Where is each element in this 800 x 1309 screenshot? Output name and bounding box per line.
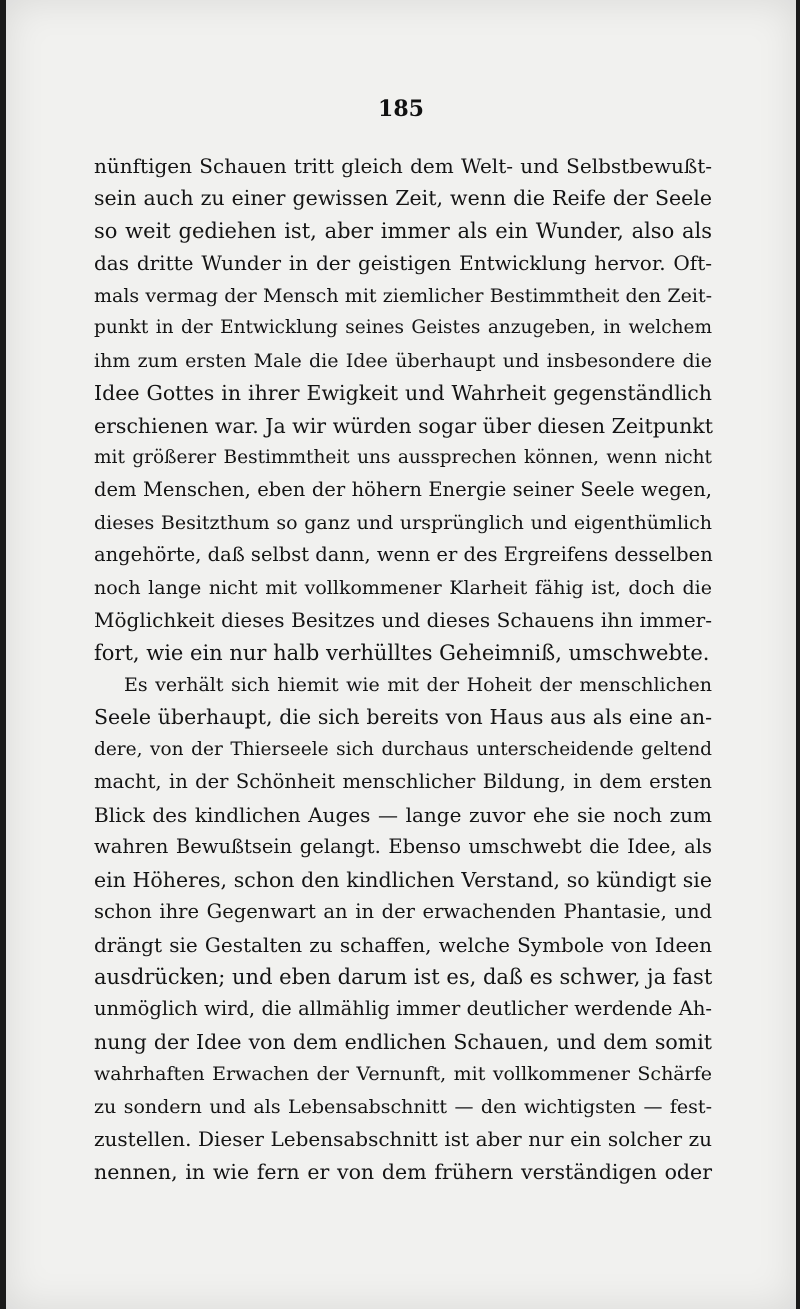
text-line: Seele überhaupt, die sich bereits von Haus aus als eine an-	[94, 705, 712, 730]
page-number: 185	[378, 96, 424, 122]
text-line: wahrhaften Erwachen der Vernunft, mit vollkommener Schärfe	[94, 1063, 712, 1086]
text-line: macht, in der Schönheit menschlicher Bildung, in dem ersten	[94, 770, 712, 794]
body-text	[94, 150, 712, 1188]
text-line: nennen, in wie fern er von dem frühern verständigen oder	[94, 1159, 712, 1184]
text-line: dieses Besitzthum so ganz und ursprünglich und eigenthümlich	[94, 511, 712, 534]
text-line: wahren Bewußtsein gelangt. Ebenso umschwebt die Idee, als	[94, 835, 712, 859]
text-line: punkt in der Entwicklung seines Geistes anzugeben, in welchem	[94, 317, 712, 339]
text-line: dem Menschen, eben der höhern Energie seiner Seele wegen,	[94, 478, 712, 502]
text-line: Es verhält sich hiemit wie mit der Hoheit der menschlichen	[124, 674, 712, 696]
text-line: Blick des kindlichen Auges — lange zuvor ehe sie noch zum	[94, 802, 712, 827]
text-line: nünftigen Schauen tritt gleich dem Welt- und Selbstbewußt-	[94, 154, 712, 178]
text-line: ihm zum ersten Male die Idee überhaupt und insbesondere die	[94, 349, 712, 372]
text-line: ausdrücken; und eben darum ist es, daß es schwer, ja fast	[94, 964, 713, 989]
text-line: Möglichkeit dieses Besitzes und dieses Schauens ihn immer-	[94, 608, 712, 633]
text-line: nung der Idee von dem endlichen Schauen, und dem somit	[94, 1029, 712, 1054]
text-line: schon ihre Gegenwart an in der erwachenden Phantasie, und	[94, 900, 712, 924]
text-line: so weit gediehen ist, aber immer als ein Wunder, also als	[94, 218, 712, 243]
text-line: ein Höheres, schon den kindlichen Verstand, so kündigt sie	[94, 867, 712, 892]
text-line: drängt sie Gestalten zu schaffen, welche Symbole von Ideen	[94, 932, 712, 957]
text-line: noch lange nicht mit vollkommener Klarheit fähig ist, doch die	[94, 576, 712, 599]
text-line: mals vermag der Mensch mit ziemlicher Bestimmtheit den Zeit-	[94, 284, 712, 307]
text-line: angehörte, daß selbst dann, wenn er des Ergreifens desselben	[94, 543, 713, 567]
text-line: zu sondern und als Lebensabschnitt — den wichtigsten — fest-	[94, 1095, 712, 1118]
text-line: unmöglich wird, die allmählig immer deutlicher werdende Ah-	[94, 997, 712, 1021]
text-line: dere, von der Thierseele sich durchaus unterscheidende geltend	[94, 738, 712, 760]
book-page	[6, 0, 796, 1309]
text-line: sein auch zu einer gewissen Zeit, wenn die Reife der Seele	[94, 186, 712, 211]
text-line: Idee Gottes in ihrer Ewigkeit und Wahrheit gegenständlich	[94, 381, 712, 406]
text-line: fort, wie ein nur halb verhülltes Geheimniß, umschwebte.	[94, 640, 710, 665]
text-line: erschienen war. Ja wir würden sogar über diesen Zeitpunkt	[94, 413, 713, 438]
text-line: mit größerer Bestimmtheit uns aussprechen können, wenn nicht	[94, 446, 712, 468]
text-line: zustellen. Dieser Lebensabschnitt ist aber nur ein solcher zu	[94, 1127, 712, 1152]
text-line: das dritte Wunder in der geistigen Entwicklung hervor. Oft-	[94, 251, 712, 276]
